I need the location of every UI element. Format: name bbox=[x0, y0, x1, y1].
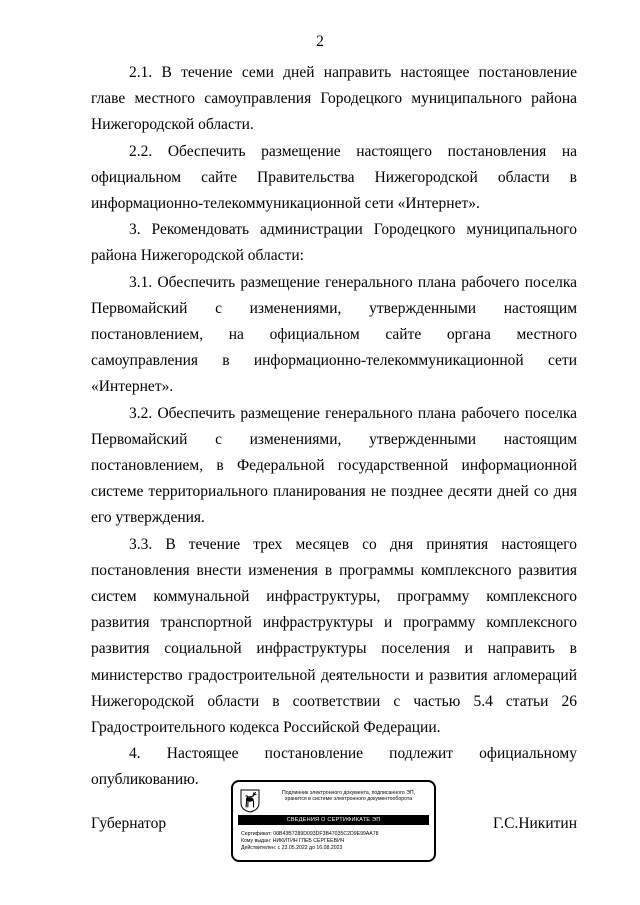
stamp-certificate-details bbox=[241, 831, 431, 852]
document-body bbox=[91, 60, 577, 794]
stamp-issued-to: Кому выдан: НИКИТИН ГЛЕБ СЕРГЕЕВИЧ bbox=[241, 838, 345, 844]
stamp-certificate-number: Сертификат: 00B43B7289D093DF3B47035C2D9E99AA78 bbox=[241, 831, 379, 837]
stamp-validity: Действителен: с 23.05.2022 до 16.08.2023 bbox=[241, 845, 343, 851]
paragraph-2-1: 2.1. В течение семи дней направить настоящее постановление главе местного самоуправления Городецкого муниципального района Нижегородской области. bbox=[91, 64, 577, 134]
paragraph-3-1: 3.1. Обеспечить размещение генерального плана рабочего поселка Первомайский с изменениями, утвержденными настоящим постановлением, на официальном сайте органа местного самоуправления в информационно-телекоммуникационной сети «Интернет». bbox=[91, 273, 577, 396]
stamp-certificate-band: СВЕДЕНИЯ О СЕРТИФИКАТЕ ЭП bbox=[238, 815, 429, 825]
paragraph-3: 3. Рекомендовать администрации Городецкого муниципального района Нижегородской области: bbox=[91, 221, 577, 265]
paragraph-2-2: 2.2. Обеспечить размещение настоящего постановления на официальном сайте Правительства Нижегородской области в информационно-телекоммуникационной сети «Интернет». bbox=[91, 142, 577, 213]
stamp-header: Подлинник электронного документа, подписанного ЭП, хранится в системе электронного документооборота bbox=[281, 790, 415, 803]
signatory-position: Губернатор bbox=[91, 815, 167, 832]
paragraph-4: 4. Настоящее постановление подлежит официальному опубликованию. bbox=[91, 745, 577, 789]
deer-emblem-icon bbox=[240, 789, 260, 813]
electronic-signature-stamp bbox=[231, 780, 436, 862]
signatory-name: Г.С.Никитин bbox=[493, 815, 577, 832]
page-number: 2 bbox=[316, 33, 324, 50]
paragraph-3-3: 3.3. В течение трех месяцев со дня принятия настоящего постановления внести изменения в программы комплексного развития систем коммунальной инфраструктуры, программу комплексного развития транспортной инфраструктуры и программу комплексного развития социальной инфраструктуры поселения и направить в министерство градостроительной деятельности и развития агломераций Нижегородской области в соответствии с частью 5.4 статьи 26 Градостроительного кодекса Российской Федерации. bbox=[91, 535, 577, 737]
paragraph-3-2: 3.2. Обеспечить размещение генерального плана рабочего поселка Первомайский с изменениями, утвержденными настоящим постановлением, в Федеральной государственной информационной системе территориального планирования не позднее десяти дней со дня его утверждения. bbox=[91, 404, 577, 527]
